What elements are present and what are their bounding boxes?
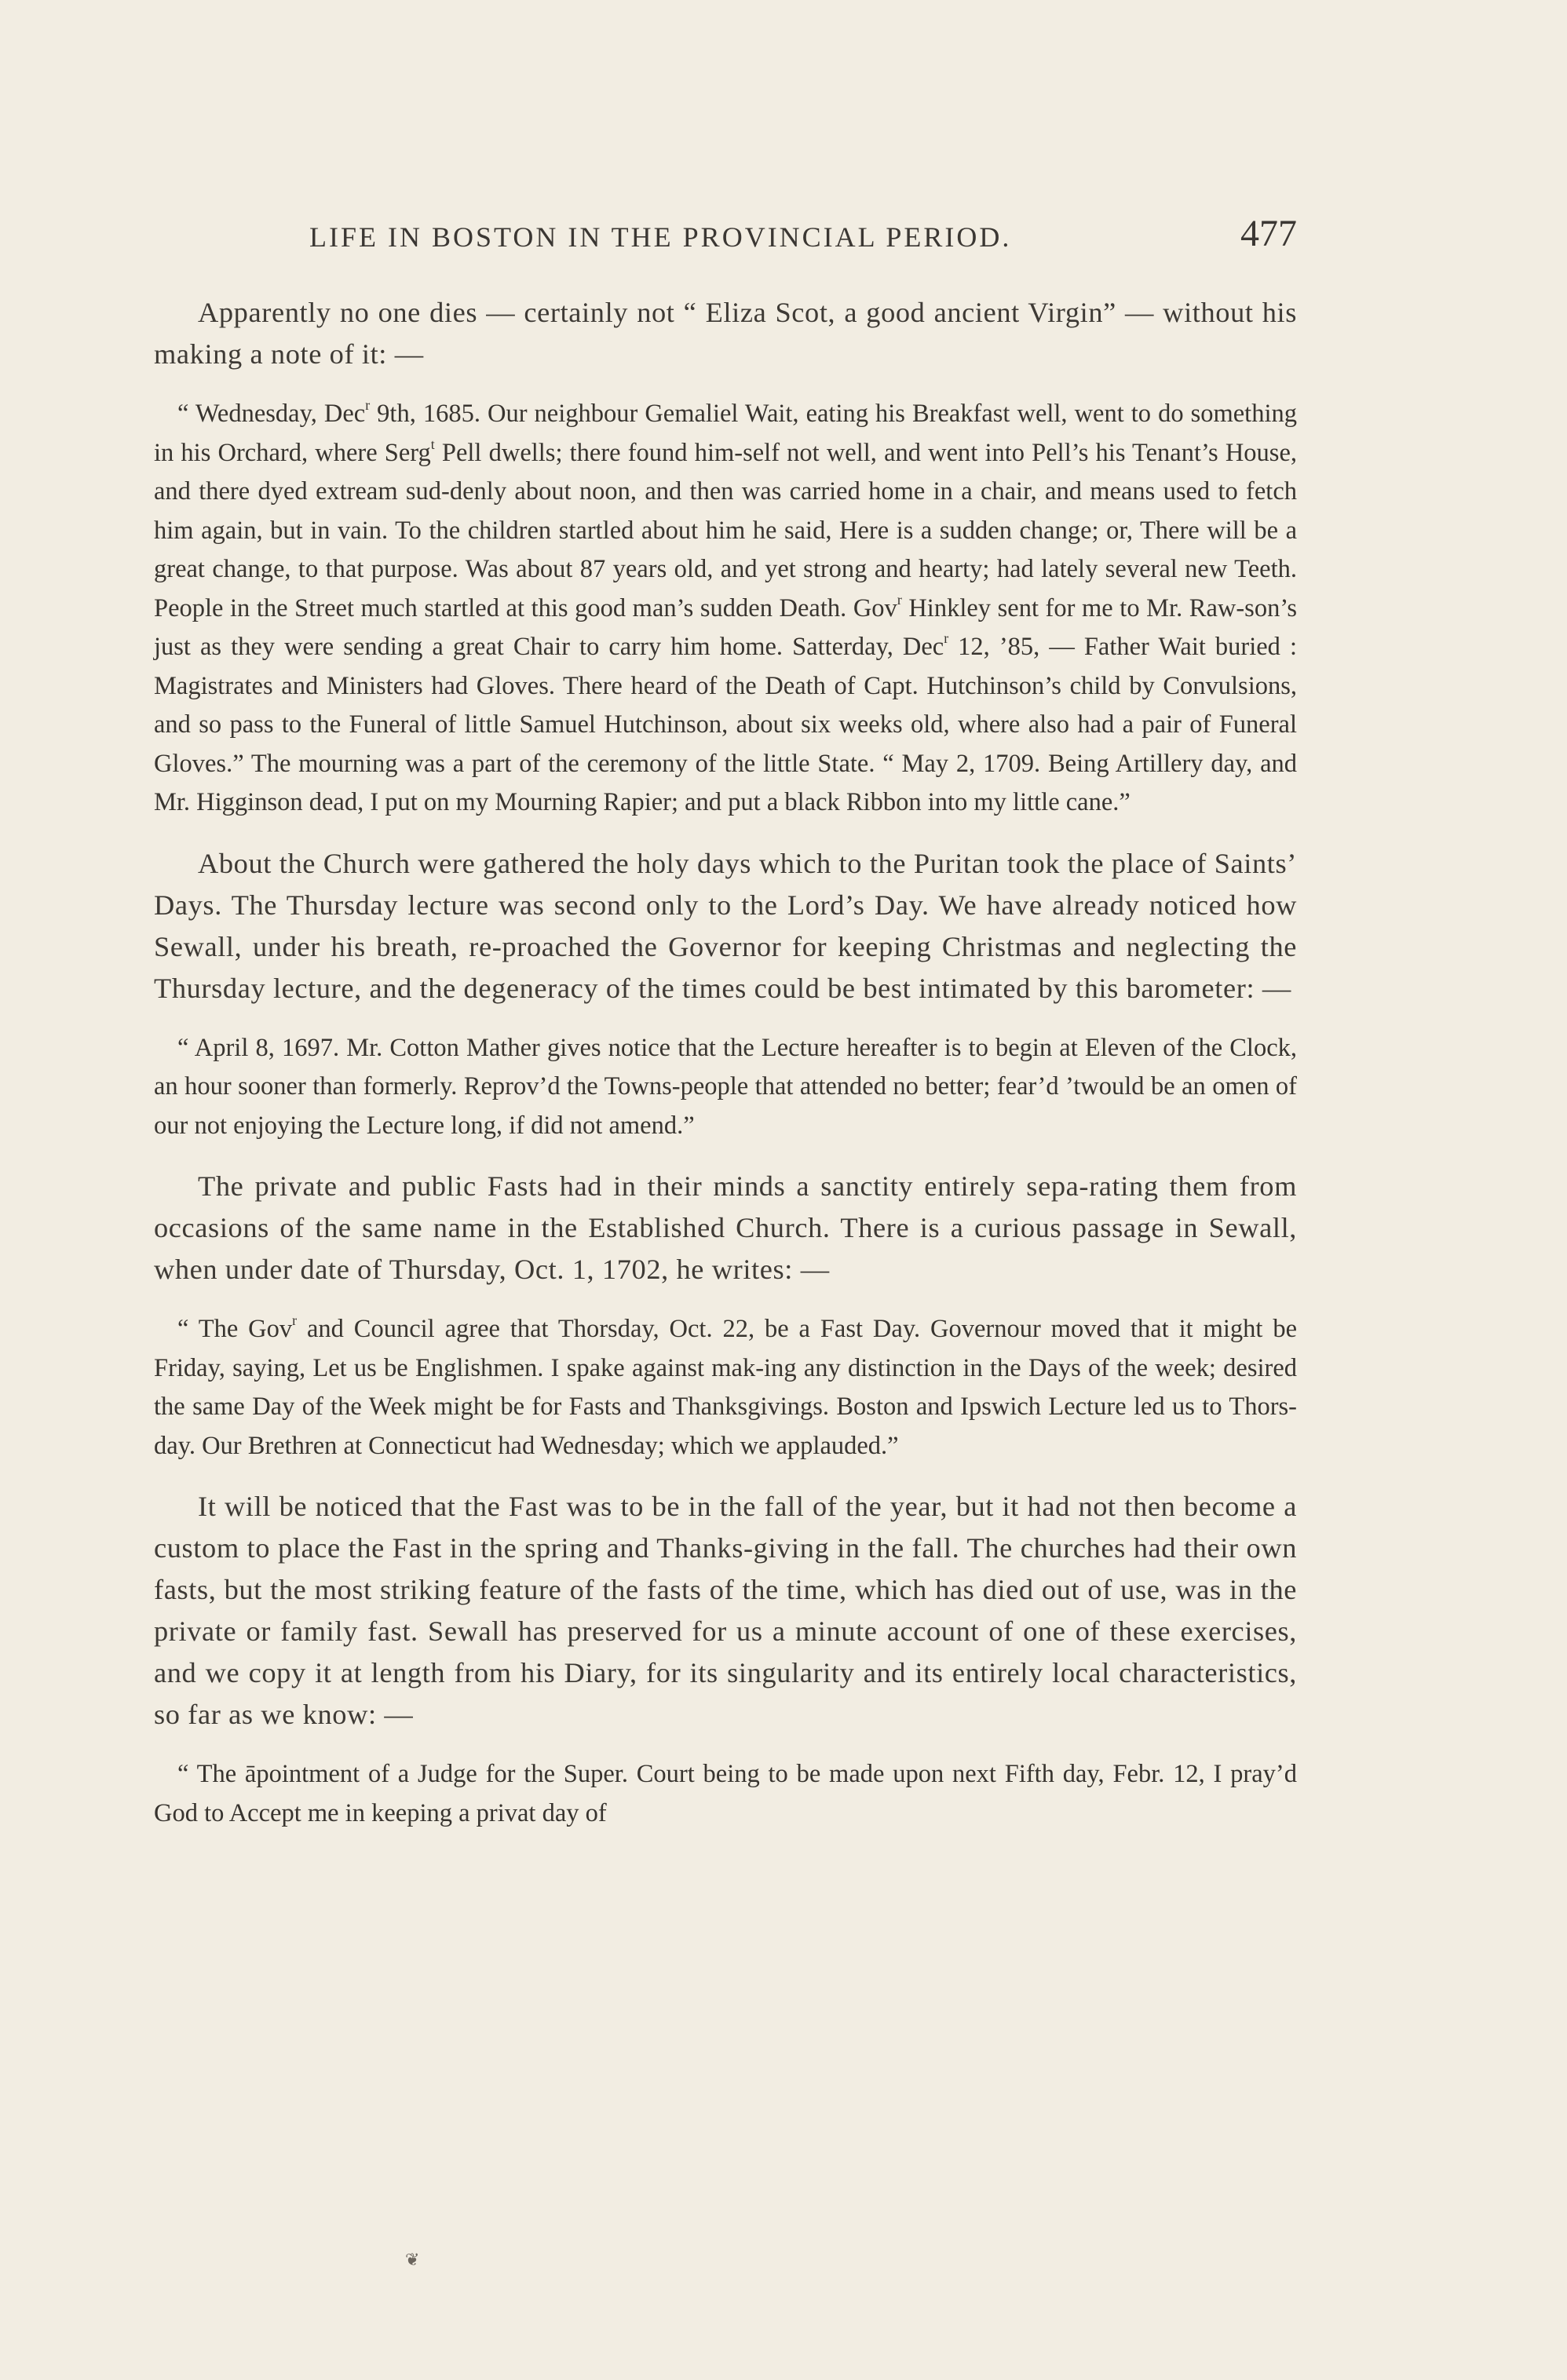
superscript: r — [897, 591, 902, 608]
superscript: r — [944, 630, 949, 646]
book-page — [154, 0, 1297, 2380]
printer-mark: ❦ — [405, 2250, 420, 2269]
running-title: LIFE IN BOSTON IN THE PROVINCIAL PERIOD. — [309, 221, 1012, 253]
superscript: r — [292, 1312, 298, 1328]
page-number: 477 — [1240, 213, 1297, 254]
quote-text: “ Wednesday, Dec — [177, 400, 366, 428]
quote-text: “ The Gov — [177, 1315, 293, 1343]
quote-text: 9th, 1685. Our neighbour Gemaliel Wait, eating his Breakfast well, went to do something in his Orchard, where Serg — [154, 400, 1297, 467]
quote-gemaliel-wait — [154, 395, 1297, 823]
paragraph-eliza-scot: Apparently no one dies — certainly not “ Eliza Scot, a good ancient Virgin” — without his making a note of it: — — [154, 297, 1297, 370]
quote-fast-day — [154, 1310, 1297, 1466]
quote-text: Pell dwells; there found him-self not well, and went into Pell’s his Tenant’s House, and there dyed extream sud-denly about noon, and then was carried home in a chair, and means used to fetch him again, but in vain. To the children startled about him he said, Here is a sudden change; or, There will be a great change, to that purpose. Was about 87 years old, and yet strong and hearty; had lately several new Teeth. People in the Street much startled at this good man’s sudden Death. Gov — [154, 438, 1297, 622]
quote-text: and Council agree that Thorsday, Oct. 22, be a Fast Day. Governour moved that it might be Friday, saying, Let us be Englishmen. I spake against mak-ing any distinction in the Days of the week; desired the same Day of the Week might be for Fasts and Thanksgivings. Boston and Ipswich Lecture led us to Thors-day. Our Brethren at Connecticut had Wednesday; which we applauded.” — [154, 1315, 1297, 1460]
quote-text: Hinkley sent for me to Mr. Raw-son’s just as they were sending a great Chair to carry him home. Satterday, Dec — [154, 593, 1297, 661]
quote-text: 12, ’85, — Father Wait buried : Magistrates and Ministers had Gloves. There heard of the Death of Capt. Hutchinson’s child by Convulsions, and so pass to the Funeral of little Samuel Hutchinson, about six weeks old, where also had a pair of Funeral Gloves.” The mourning was a part of the ceremony of the little State. “ May 2, 1709. Being Artillery day, and Mr. Higginson dead, I put on my Mourning Rapier; and put a black Ribbon into my little cane.” — [154, 633, 1297, 816]
paragraph-fasts: The private and public Fasts had in their minds a sanctity entirely sepa-rating them from occasions of the same name in the Established Church. There is a curious passage in Sewall, when under date of Thursday, Oct. 1, 1702, he writes: — — [154, 1170, 1297, 1285]
paragraph-holy-days: About the Church were gathered the holy days which to the Puritan took the place of Saints’ Days. The Thursday lecture was second only to the Lord’s Day. We have already noticed how Sewall, under his breath, re-proached the Governor for keeping Christmas and neglecting the Thursday lecture, and the degeneracy of the times could be best intimated by this barometer: — — [154, 847, 1297, 1004]
quote-lecture-time: “ April 8, 1697. Mr. Cotton Mather gives notice that the Lecture hereafter is to begin at Eleven of the Clock, an hour sooner than formerly. Reprov’d the Towns-people that attended no better; fear’d ’twould be an omen of our not enjoying the Lecture long, if did not amend.” — [154, 1033, 1297, 1140]
paragraph-family-fast: It will be noticed that the Fast was to be in the fall of the year, but it had not then become a custom to place the Fast in the spring and Thanks-giving in the fall. The churches had their own fasts, but the most striking feature of the fasts of the time, which has died out of use, was in the private or family fast. Sewall has preserved for us a minute account of one of these exercises, and we copy it at length from his Diary, for its singularity and its entirely local characteristics, so far as we know: — — [154, 1491, 1297, 1730]
superscript: r — [365, 396, 371, 413]
superscript: t — [430, 436, 435, 452]
text-block — [154, 292, 1297, 1833]
quote-judge-appointment: “ The āpointment of a Judge for the Super. Court being to be made upon next Fifth day, Febr. 12, I pray’d God to Accept me in keeping a privat day of — [154, 1760, 1297, 1827]
running-head — [154, 214, 1297, 261]
